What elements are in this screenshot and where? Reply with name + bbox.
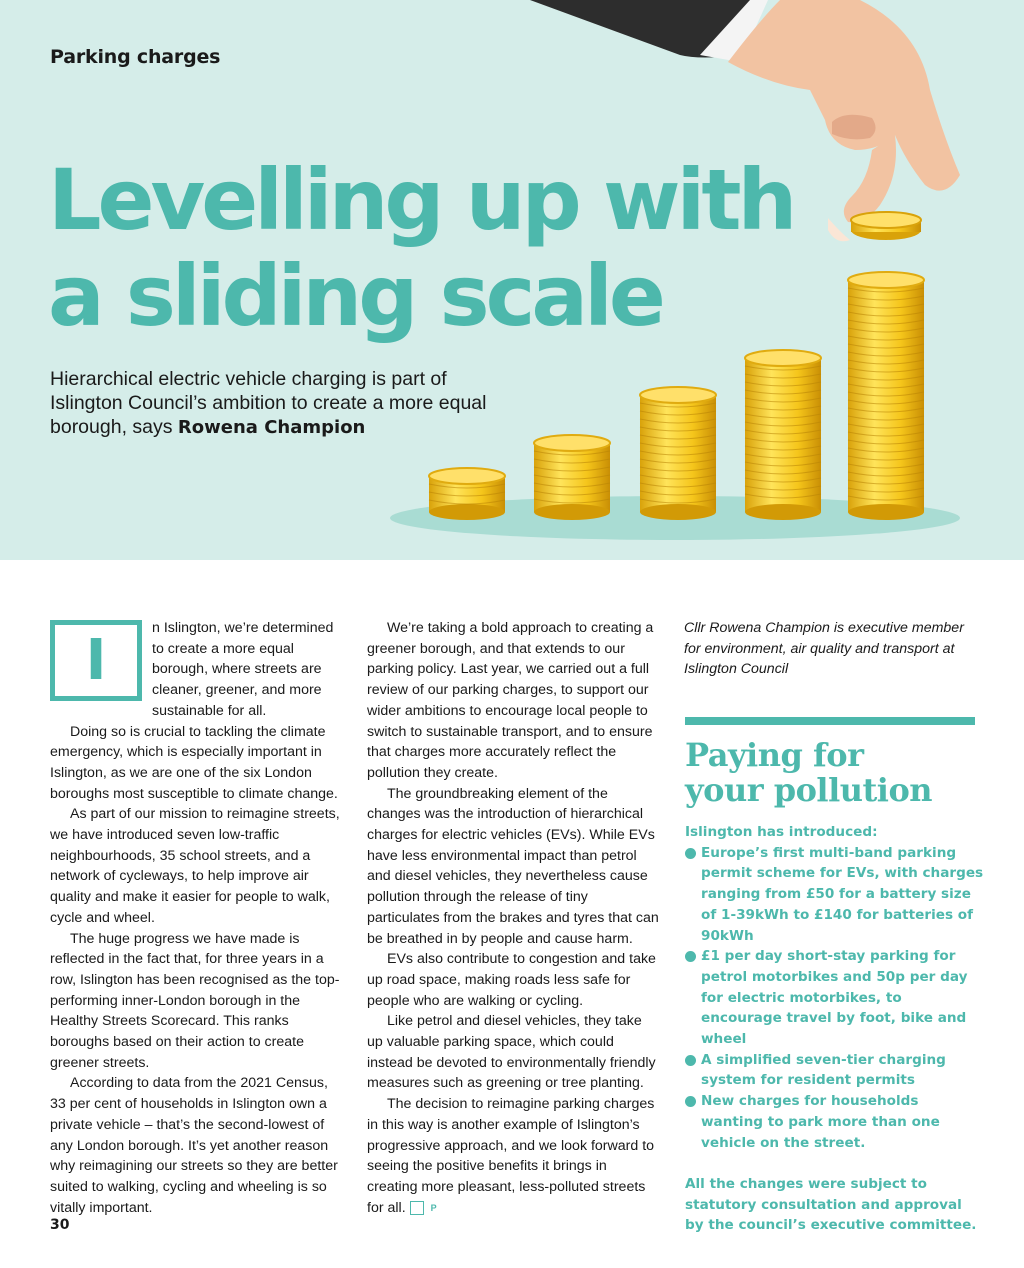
list-item-text: £1 per day short-stay parking for petrol motorbikes and 50p per day for electric motorbikes, to encourage travel by foot, bike and wheel <box>701 948 968 1048</box>
paragraph: EVs also contribute to congestion and take up road space, making roads less safe for people who are walking or cycling. <box>367 951 656 1009</box>
list-item-text: A simplified seven-tier charging system for resident permits <box>701 1051 946 1089</box>
section-label: Parking charges <box>50 46 221 68</box>
headline-line-1: Levelling up with <box>48 151 794 249</box>
bullet-icon <box>685 1055 696 1066</box>
sidebar-list <box>685 843 985 1154</box>
sidebar-footnote: All the changes were subject to statutory consultation and approval by the council’s executive committee. <box>685 1175 977 1234</box>
sidebar-intro: Islington has introduced: <box>685 824 878 840</box>
standfirst <box>50 367 520 440</box>
bullet-icon <box>685 848 696 859</box>
paragraph: We’re taking a bold approach to creating a greener borough, and that extends to our parking policy. Last year, we carried out a full review of our parking charges, to support our wider ambitions to encourage local people to switch to sustainable transport, and to ensure that charges more accurately reflect the pollution they create. <box>367 620 654 781</box>
drop-cap: I <box>50 620 142 701</box>
list-item-text: New charges for households wanting to park more than one vehicle on the street. <box>701 1093 940 1151</box>
list-item <box>685 843 985 947</box>
page-title <box>48 152 808 344</box>
paragraph: According to data from the 2021 Census, 33 per cent of households in Islington own a private vehicle – that’s the second-lowest of any London borough. It’s yet another reason why reimagining our streets so they are better suited to walking, cycling and wheeling is so vitally important. <box>50 1075 338 1216</box>
article-column-1 <box>50 618 342 1218</box>
sidebar-title-line-2: your pollution <box>685 771 933 809</box>
sidebar-body <box>685 822 985 1236</box>
sidebar-title <box>685 738 985 808</box>
list-item <box>685 1050 985 1091</box>
hero-banner <box>0 0 1024 560</box>
list-item <box>685 1091 985 1153</box>
headline-line-2: a sliding scale <box>48 247 662 345</box>
bullet-icon <box>685 951 696 962</box>
paragraph: n Islington, we’re determined to create a more equal borough, where streets are cleaner, greener, and more sustainable for all. <box>152 620 334 719</box>
paragraph: Doing so is crucial to tackling the climate emergency, which is especially important in Islington, as we are one of the six London boroughs most susceptible to climate change. <box>50 723 338 802</box>
paragraph: The huge progress we have made is reflected in the fact that, for three years in a row, Islington has been recognised as the top-performing inner-London borough in the Healthy Streets Scorecard. This ranks boroughs based on their action to create greener streets. <box>50 930 340 1071</box>
paragraph: As part of our mission to reimagine streets, we have introduced seven low-traffic neighbourhoods, 35 school streets, and a network of cycleways, to help improve air quality and make it easier for people to walk, cycle and wheel. <box>50 806 340 926</box>
paragraph-text: The decision to reimagine parking charges in this way is another example of Islington’s progressive approach, and we look forward to seeing the positive benefits it brings in creating more pleasant, less-polluted streets for all. <box>367 1096 655 1216</box>
sidebar-title-line-1: Paying for <box>685 736 864 774</box>
list-item-text: Europe’s first multi-band parking permit scheme for EVs, with charges ranging from £50 for a battery size of 1-39kWh to £140 for batteries of 90kWh <box>701 844 984 944</box>
article-column-2 <box>367 618 659 1218</box>
list-item <box>685 946 985 1050</box>
author-bio: Cllr Rowena Champion is executive member for environment, air quality and transport at Islington Council <box>684 620 964 678</box>
standfirst-text: Hierarchical electric vehicle charging is part of Islington Council’s ambition to create a more equal borough, says <box>50 368 487 438</box>
end-mark-icon: P <box>410 1201 424 1215</box>
bullet-icon <box>685 1096 696 1107</box>
author-name: Rowena Champion <box>177 417 366 438</box>
page-number: 30 <box>50 1217 70 1233</box>
paragraph: Like petrol and diesel vehicles, they take up valuable parking space, which could instead be devoted to environmentally friendly measures such as greening or tree planting. <box>367 1013 656 1092</box>
sidebar-rule <box>685 717 975 725</box>
paragraph <box>367 1094 659 1218</box>
paragraph: The groundbreaking element of the changes was the introduction of hierarchical charges for electric vehicles (EVs). While EVs have less environmental impact than petrol and diesel vehicles, they nevertheless cause pollution through the release of tiny particulates from the brakes and tyres that can be breathed in by people and cause harm. <box>367 785 659 947</box>
